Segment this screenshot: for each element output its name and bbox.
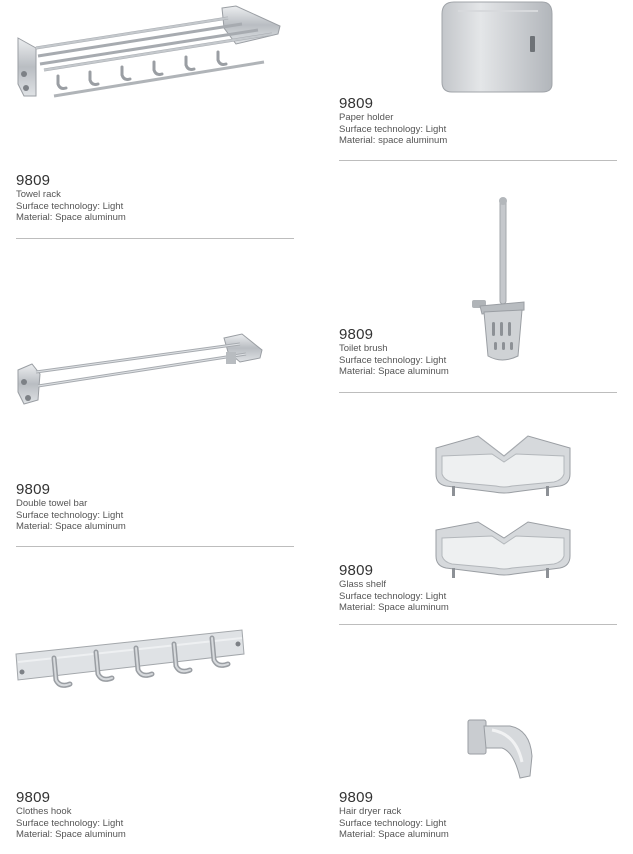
product-surface: Surface technology: Light: [16, 200, 124, 212]
product-surface: Surface technology: Light: [16, 817, 124, 829]
glass-shelf-icon: [432, 430, 576, 502]
product-material: Material: Space aluminum: [339, 829, 449, 840]
product-name: Paper holder: [339, 112, 394, 123]
toilet-brush-icon: [470, 196, 530, 366]
product-card: [16, 481, 126, 533]
product-surface: Surface technology: Light: [339, 123, 447, 135]
product-code: 9809: [339, 562, 374, 579]
towel-rack-icon: [14, 4, 284, 102]
product-name: Clothes hook: [16, 806, 72, 817]
product-code: 9809: [16, 481, 51, 498]
product-material: Material: Space aluminum: [16, 521, 126, 532]
product-name: Toilet brush: [339, 343, 388, 354]
divider: [339, 392, 617, 393]
product-card: [16, 172, 126, 224]
product-name: Hair dryer rack: [339, 806, 402, 817]
product-material: Material: Space aluminum: [16, 212, 126, 223]
product-material: Material: space aluminum: [339, 135, 448, 146]
product-name: Towel rack: [16, 189, 61, 200]
product-material: Material: Space aluminum: [16, 829, 126, 840]
product-code: 9809: [339, 326, 374, 343]
product-card: [339, 562, 449, 614]
product-card: [339, 326, 449, 378]
product-surface: Surface technology: Light: [339, 590, 447, 602]
product-name: Double towel bar: [16, 498, 88, 509]
product-name: Glass shelf: [339, 579, 386, 590]
clothes-hook-icon: [14, 624, 246, 694]
hair-dryer-rack-icon: [464, 716, 538, 782]
divider: [339, 160, 617, 161]
product-code: 9809: [339, 789, 374, 806]
product-code: 9809: [339, 95, 374, 112]
divider: [16, 546, 294, 547]
double-towel-bar-icon: [14, 330, 268, 410]
product-code: 9809: [16, 789, 51, 806]
paper-holder-icon: [438, 0, 556, 94]
glass-shelf-icon: [432, 520, 576, 582]
divider: [16, 238, 294, 239]
product-card: [339, 789, 449, 841]
product-surface: Surface technology: Light: [339, 817, 447, 829]
product-card: [16, 789, 126, 841]
product-surface: Surface technology: Light: [339, 354, 447, 366]
product-code: 9809: [16, 172, 51, 189]
product-surface: Surface technology: Light: [16, 509, 124, 521]
product-card: [339, 95, 447, 147]
divider: [339, 624, 617, 625]
product-material: Material: Space aluminum: [339, 366, 449, 377]
product-material: Material: Space aluminum: [339, 602, 449, 613]
